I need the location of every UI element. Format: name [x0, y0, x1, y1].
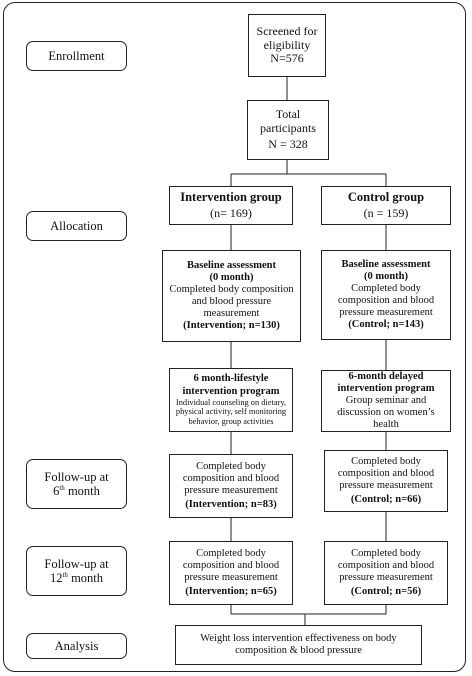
control-group-box [321, 186, 451, 225]
total-participants-box [247, 100, 329, 160]
intervention-group-n: (n= 169) [210, 205, 252, 220]
intervention-group-title: Intervention group [180, 190, 282, 205]
analysis-text: Weight loss intervention effectiveness on body composition & blood pressure [200, 632, 397, 656]
control-group-title: Control group [347, 190, 425, 205]
screened-count: N=576 [270, 51, 304, 66]
analysis-box [175, 625, 422, 665]
intervention-baseline-box [162, 250, 301, 342]
screened-box [248, 14, 326, 77]
control-group-n: (n = 159) [363, 205, 409, 220]
control-baseline-sub: (0 month) [363, 270, 409, 282]
control-baseline-count: (Control; n=143) [348, 319, 424, 331]
screened-line1: Screened for [256, 23, 318, 38]
total-label: Total participants [260, 107, 316, 136]
control-program-text: Group seminar and discussion on women’s health [337, 394, 435, 431]
control-baseline-box [321, 250, 451, 340]
intervention-baseline-count: (Intervention; n=130) [183, 320, 280, 332]
control-month6-box [324, 450, 448, 512]
intervention-month12-text: Completed body composition and blood pressure measurement [182, 547, 280, 583]
intervention-month6-count: (Intervention; n=83) [185, 499, 277, 511]
stage-analysis-label: Analysis [54, 638, 99, 653]
control-baseline-title: Baseline assessment [341, 258, 431, 270]
intervention-baseline-sub: (0 month) [209, 271, 254, 283]
control-month6-count: (Control; n=66) [350, 494, 422, 506]
intervention-baseline-text: Completed body composition and blood pressure measurement [169, 283, 294, 320]
stage-enrollment-label: Enrollment [48, 48, 105, 63]
intervention-group-box [169, 186, 293, 225]
control-program-box [321, 370, 451, 432]
stage-allocation-label: Allocation [50, 218, 103, 233]
intervention-program-title: 6 month-lifestyle intervention program [182, 373, 280, 397]
stage-followup-12-line1: Follow-up at [44, 556, 109, 571]
stage-followup-6 [26, 459, 127, 509]
stage-enrollment [26, 41, 127, 71]
intervention-program-text: Individual counseling on dietary, physical activity, self monitoring behavior, group activities [175, 397, 287, 426]
intervention-month6-box [169, 454, 293, 518]
intervention-program-box [169, 368, 293, 432]
intervention-baseline-title: Baseline assessment [187, 259, 276, 271]
control-month6-text: Completed body composition and blood pressure measurement [337, 455, 435, 491]
stage-followup-6-line1: Follow-up at [44, 469, 109, 484]
stage-followup-6-line2: 6th month [53, 483, 100, 498]
intervention-month6-text: Completed body composition and blood pressure measurement [182, 460, 280, 496]
control-program-title: 6-month delayed intervention program [337, 370, 435, 394]
total-count: N = 328 [268, 136, 308, 151]
control-baseline-text: Completed body composition and blood pressure measurement [337, 282, 435, 319]
stage-followup-12-line2: 12th month [49, 570, 104, 585]
control-month12-text: Completed body composition and blood pressure measurement [337, 547, 435, 583]
stage-analysis [26, 633, 127, 659]
intervention-month12-count: (Intervention; n=65) [185, 586, 277, 598]
stage-allocation [26, 211, 127, 241]
intervention-month12-box [169, 541, 293, 605]
screened-line2: eligibility [263, 37, 311, 52]
control-month12-box [324, 541, 448, 605]
control-month12-count: (Control; n=56) [350, 586, 422, 598]
stage-followup-12 [26, 546, 127, 596]
